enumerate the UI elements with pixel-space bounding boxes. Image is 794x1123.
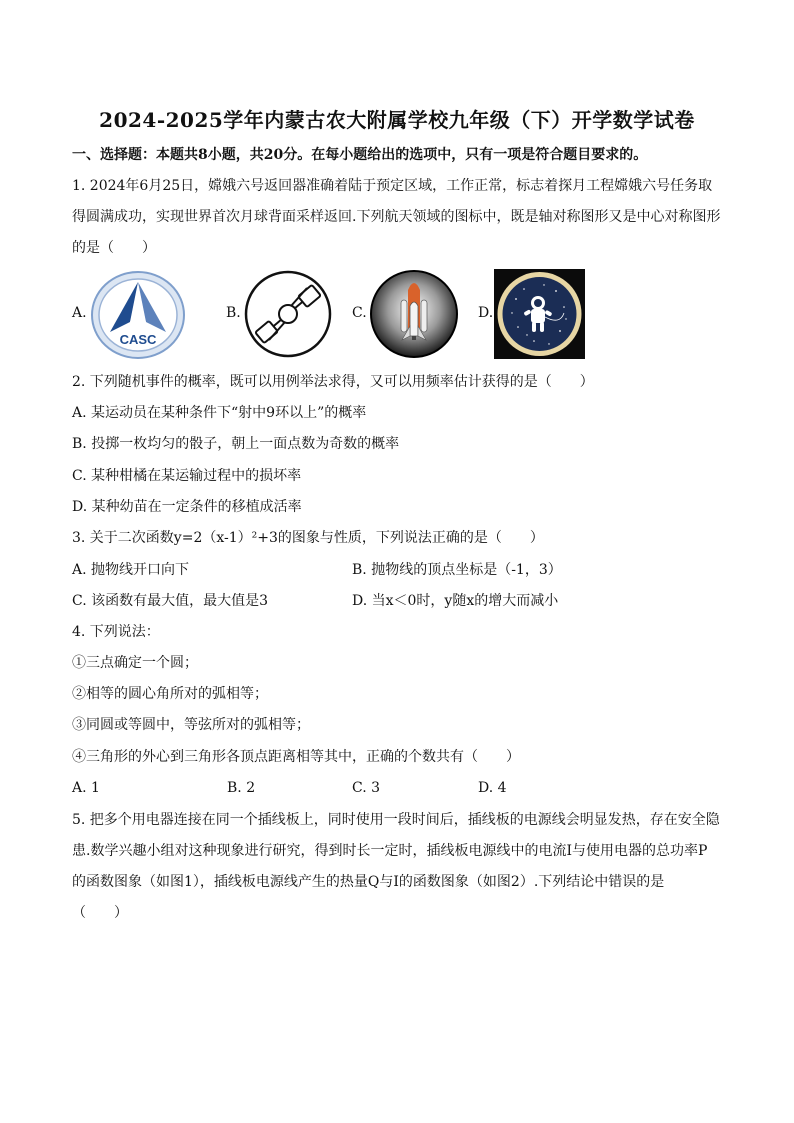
q4-item-2: ②相等的圆心角所对的弧相等； (72, 686, 268, 702)
q1-line-2: 得圆满成功，实现世界首次月球背面采样返回.下列航天领域的图标中，既是轴对称图形又是中心对称图形 (72, 209, 721, 225)
q4-option-d: D. 4 (478, 780, 507, 796)
q4-item-3: ③同圆或等圆中，等弦所对的弧相等； (72, 717, 310, 733)
q4-item-4: ④三角形的外心到三角形各顶点距离相等其中，正确的个数共有（ ） (72, 749, 520, 765)
q2-option-c: C. 某种柑橘在某运输过程中的损坏率 (72, 468, 302, 484)
exam-title: 2024-2025学年内蒙古农大附属学校九年级（下）开学数学试卷 (99, 108, 695, 132)
q1-option-d-label: D. (478, 305, 494, 321)
q1-line-3: 的是（ ） (72, 240, 156, 256)
satellite-icon (243, 270, 333, 358)
space-shuttle-icon (368, 270, 460, 358)
q4-item-1: ①三点确定一个圆； (72, 655, 198, 671)
q1-option-c-label: C. (352, 305, 367, 321)
q4-option-c: C. 3 (352, 780, 381, 796)
q3-option-d: D. 当x＜0时，y随x的增大而减小 (352, 593, 559, 609)
q5-line-3: 的函数图象（如图1），插线板电源线产生的热量Q与I的函数图象（如图2）.下列结论中错误的是 (72, 874, 665, 890)
q1-option-a-label: A. (72, 305, 87, 321)
q2-option-b: B. 投掷一枚均匀的骰子，朝上一面点数为奇数的概率 (72, 436, 400, 452)
q2-stem: 2. 下列随机事件的概率，既可以用例举法求得，又可以用频率估计获得的是（ ） (72, 374, 594, 390)
q1-option-b-label: B. (226, 305, 241, 321)
q3-option-c: C. 该函数有最大值，最大值是3 (72, 593, 269, 609)
q5-line-2: 患.数学兴趣小组对这种现象进行研究，得到时长一定时，插线板电源线中的电流I与使用电器的总功率P (72, 843, 708, 859)
casc-logo-text: CASC (119, 332, 157, 347)
q4-stem: 4. 下列说法： (72, 624, 160, 640)
q5-line-1: 5. 把多个用电器连接在同一个插线板上，同时使用一段时间后，插线板的电源线会明显发热，存在安全隐 (72, 812, 720, 828)
q3-option-b: B. 抛物线的顶点坐标是（-1，3） (352, 562, 562, 578)
q1-line-1: 1. 2024年6月25日，嫦娥六号返回器准确着陆于预定区域，工作正常，标志着探月工程嫦娥六号任务取 (72, 178, 713, 194)
section-heading: 一、选择题：本题共8小题，共20分。在每小题给出的选项中，只有一项是符合题目要求的。 (72, 147, 648, 163)
q3-option-a: A. 抛物线开口向下 (72, 562, 190, 578)
q2-option-d: D. 某种幼苗在一定条件的移植成活率 (72, 499, 302, 515)
q4-option-a: A. 1 (72, 780, 100, 796)
q4-option-b: B. 2 (227, 780, 256, 796)
astronaut-icon (494, 269, 585, 359)
q5-line-4: （ ） (72, 905, 128, 921)
q2-option-a: A. 某运动员在某种条件下“射中9环以上”的概率 (72, 405, 367, 421)
q3-stem: 3. 关于二次函数y=2（x-1）²+3的图象与性质，下列说法正确的是（ ） (72, 530, 544, 546)
casc-logo-icon (90, 270, 186, 360)
